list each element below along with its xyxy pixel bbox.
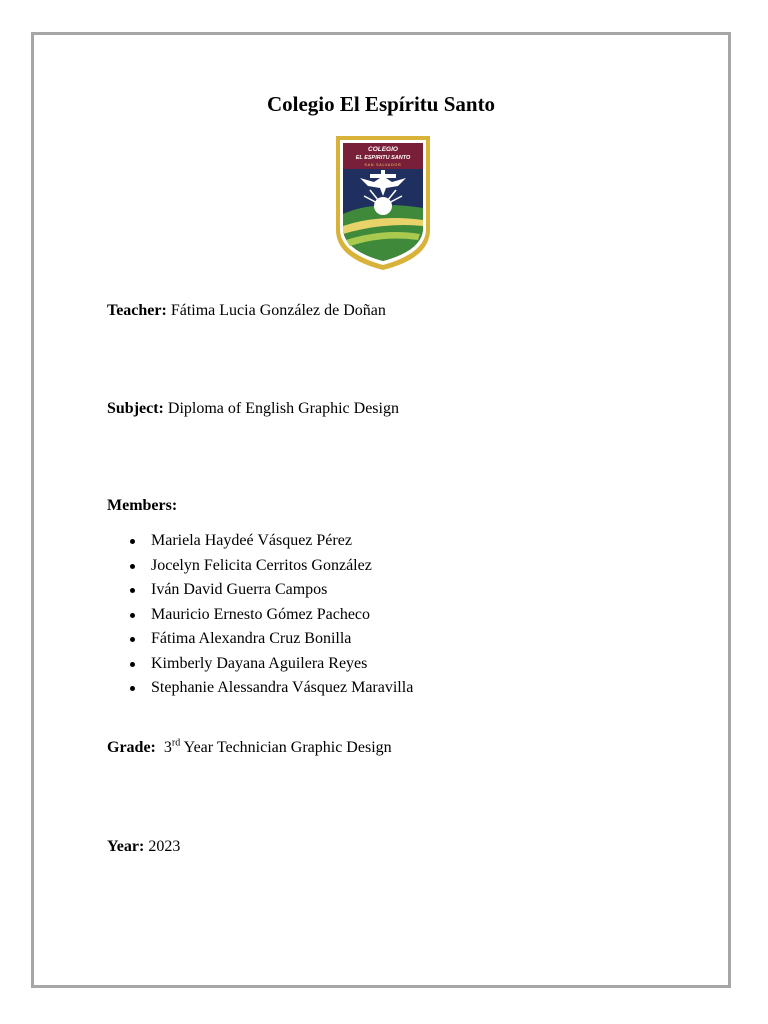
subject-label: Subject: <box>107 400 164 417</box>
document-page <box>31 32 731 988</box>
member-name: Iván David Guerra Campos <box>151 581 328 598</box>
subject-value: Diploma of English Graphic Design <box>167 400 399 417</box>
bullet-icon <box>130 613 135 618</box>
bullet-icon <box>130 588 135 593</box>
list-item <box>130 603 413 628</box>
bullet-icon <box>130 637 135 642</box>
list-item <box>130 554 413 579</box>
member-name: Jocelyn Felicita Cerritos González <box>151 556 372 574</box>
crest-text-line1: COLEGIO <box>368 146 398 153</box>
teacher-value: Fátima Lucia González de Doñan <box>170 302 386 319</box>
grade-line <box>107 739 392 757</box>
member-name: Stephanie Alessandra Vásquez Maravilla <box>151 679 414 696</box>
members-label: Members: <box>107 497 178 514</box>
subject-line <box>107 400 399 418</box>
crest-text-line3: SAN SALVADOR <box>364 163 402 167</box>
list-item <box>130 578 413 603</box>
member-name: Fátima Alexandra Cruz Bonilla <box>151 630 352 647</box>
list-item <box>130 652 413 677</box>
grade-suffix: rd <box>171 737 181 749</box>
year-line <box>107 838 180 856</box>
grade-label: Grade: <box>107 739 156 756</box>
year-label: Year: <box>107 838 145 855</box>
list-item <box>130 627 413 652</box>
member-name: Mariela Haydeé Vásquez Pérez <box>151 532 352 549</box>
list-item <box>130 529 413 554</box>
year-value: 2023 <box>148 838 181 855</box>
grade-number: 3 <box>163 739 172 756</box>
bullet-icon <box>130 539 135 544</box>
grade-value: Year Technician Graphic Design <box>183 739 392 756</box>
teacher-line <box>107 302 386 320</box>
bullet-icon <box>130 686 135 691</box>
list-item <box>130 676 413 701</box>
bullet-icon <box>130 564 135 569</box>
member-name: Kimberly Dayana Aguilera Reyes <box>151 654 368 672</box>
bullet-icon <box>130 662 135 667</box>
crest-text-line2: EL ESPIRITU SANTO <box>355 155 411 161</box>
member-name: Mauricio Ernesto Gómez Pacheco <box>151 605 371 623</box>
school-crest-logo <box>334 134 432 272</box>
members-list <box>130 529 413 701</box>
teacher-label: Teacher: <box>107 302 167 319</box>
school-title: Colegio El Espíritu Santo <box>266 92 496 116</box>
